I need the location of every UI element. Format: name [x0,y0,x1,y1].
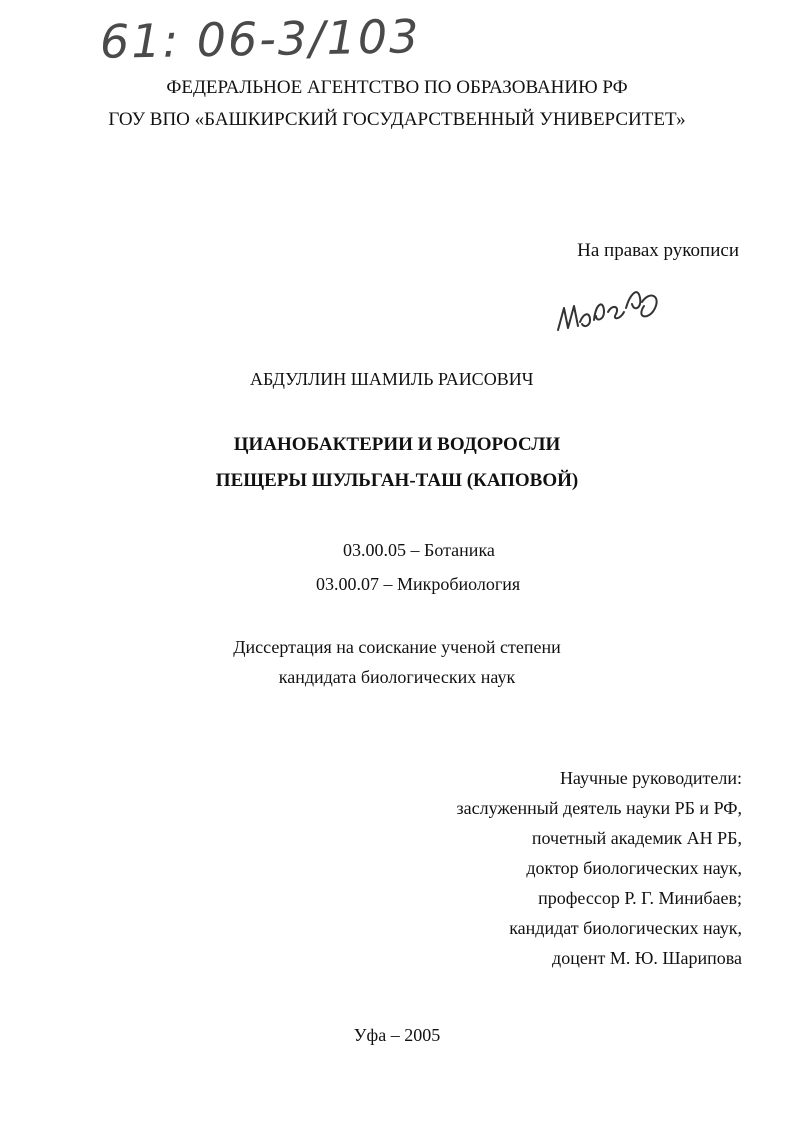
specialty-botany: 03.00.05 – Ботаника [343,540,495,560]
agency-header: ФЕДЕРАЛЬНОЕ АГЕНТСТВО ПО ОБРАЗОВАНИЮ РФ [166,77,628,98]
supervisor-line: профессор Р. Г. Минибаев; [538,888,742,908]
manuscript-rights-note: На правах рукописи [577,240,739,261]
degree-line2: кандидата биологических наук [278,667,516,687]
supervisors-block [380,767,742,977]
supervisor-line: почетный академик АН РБ, [531,828,742,848]
city-year: Уфа – 2005 [353,1025,441,1045]
specialty-microbiology: 03.00.07 – Микробиология [316,574,521,594]
supervisor-line: заслуженный деятель науки РБ и РФ, [456,798,742,818]
university-header: ГОУ ВПО «БАШКИРСКИЙ ГОСУДАРСТВЕННЫЙ УНИВЕРСИТЕТ» [108,109,686,130]
supervisor-line: доцент М. Ю. Шарипова [552,948,742,968]
signature-drawing [550,272,670,352]
supervisor-line: доктор биологических наук, [526,858,742,878]
supervisors-heading: Научные руководители: [559,768,742,788]
dissertation-title-line2: ПЕЩЕРЫ ШУЛЬГАН-ТАШ (КАПОВОЙ) [215,470,579,491]
degree-line1: Диссертация на соискание ученой степени [233,637,561,657]
archive-mark-handwritten: 61: 06-3/103 [99,9,421,69]
dissertation-title-line1: ЦИАНОБАКТЕРИИ И ВОДОРОСЛИ [233,434,561,455]
supervisor-line: кандидат биологических наук, [509,918,742,938]
signature [550,272,670,352]
author-name: АБДУЛЛИН ШАМИЛЬ РАИСОВИЧ [250,369,534,389]
